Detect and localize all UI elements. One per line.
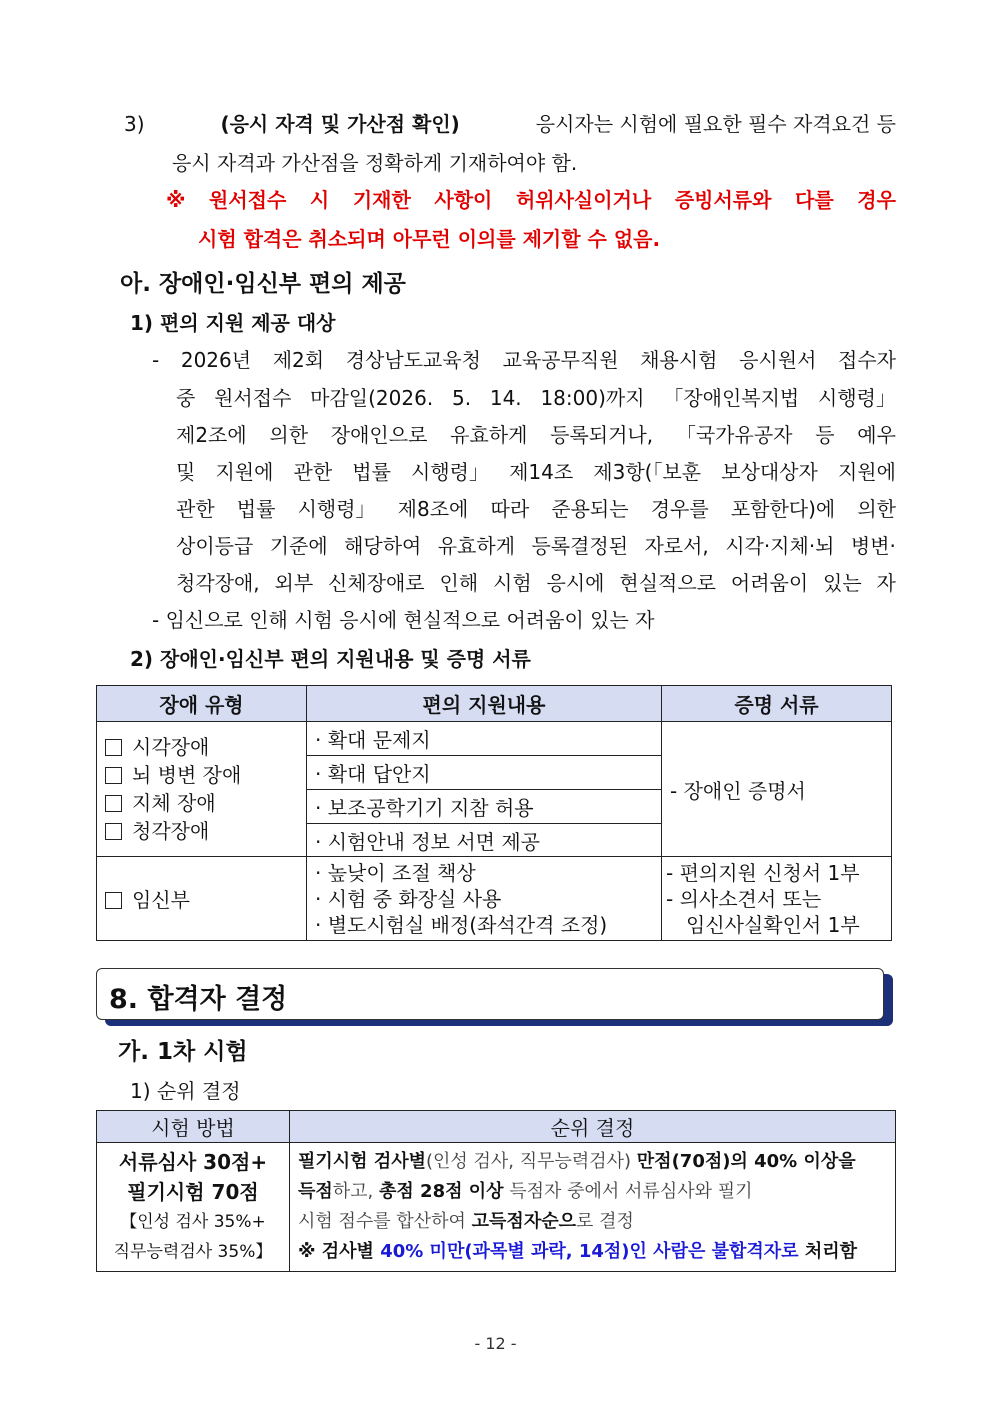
rank-line-1: 필기시험 검사별(인성 검사, 직무능력검사) 만점(70점)의 40% 이상을 (298, 1151, 856, 1172)
method-line: 직무능력검사 35%】 (113, 1242, 273, 1262)
support-item: · 시험안내 정보 서면 제공 (307, 824, 662, 857)
bullet1-line-1: - 2026년 제2회 경상남도교육청 교육공무직원 채용시험 응시원서 접수자 (152, 348, 896, 372)
method-line: 필기시험 70점 (127, 1180, 259, 1204)
section-8-box (96, 968, 884, 1020)
rank-line-2: 득점하고, 총점 28점 이상 득점자 중에서 서류심사와 필기 (298, 1181, 753, 1202)
bullet1-line-6: 상이등급 기준에 해당하여 유효하게 등록결정된 자로서, 시각·지체·뇌 병변· (176, 534, 896, 558)
warning-line2: 시험 합격은 취소되며 아무런 이의를 제기할 수 없음. (198, 227, 661, 251)
doc-item: - 편의지원 신청서 1부 (666, 860, 860, 885)
header-disability-type: 장애 유형 (97, 686, 307, 722)
pregnant-support-cell (307, 857, 662, 941)
section-3-line1 (124, 110, 896, 138)
section-3-line1-text: 응시자는 시험에 필요한 필수 자격요건 등 (535, 112, 896, 136)
support-item: · 확대 답안지 (307, 756, 662, 790)
disability-docs: - 장애인 증명서 (662, 722, 892, 857)
bullet1-line-4: 및 지원에 관한 법률 시행령」 제14조 제3항(「보훈 보상대상자 지원에 (176, 460, 896, 484)
disability-type-item: 지체 장애 (105, 789, 298, 817)
disability-type-item: 시각장애 (105, 733, 298, 761)
rank-line-3: 시험 점수를 합산하여 고득점자순으로 결정 (298, 1211, 634, 1232)
header-docs: 증명 서류 (662, 686, 892, 722)
support-item: · 높낮이 조절 책상 (315, 860, 476, 885)
section-a-sub1-title: 1) 편의 지원 제공 대상 (130, 311, 336, 335)
section-a-title: 아. 장애인·임신부 편의 제공 (120, 271, 406, 297)
doc-item: - 의사소견서 또는 (666, 886, 822, 911)
bullet1-line-3: 제2조에 의한 장애인으로 유효하게 등록되거나, 「국가유공자 등 예우 (176, 423, 896, 447)
checkbox-icon (105, 795, 122, 812)
support-item: · 보조공학기기 지참 허용 (307, 790, 662, 824)
section-3-line2: 응시 자격과 가산점을 정확하게 기재하여야 함. (172, 151, 578, 175)
bullet1-line-5: 관한 법률 시행령」 제8조에 따라 준용되는 경우를 포함한다)에 의한 (176, 497, 896, 521)
section-8-title: 8. 합격자 결정 (109, 984, 288, 1015)
rank-cell (290, 1143, 896, 1272)
support-item: · 확대 문제지 (307, 722, 662, 756)
section-3-title: (응시 자격 및 가산점 확인) (220, 112, 460, 136)
disability-type-item: 청각장애 (105, 817, 298, 845)
method-line: 【인성 검사 35%+ (120, 1212, 266, 1232)
pregnant-type-cell: 임신부 (97, 857, 307, 941)
doc-item: 임신사실확인서 1부 (686, 912, 860, 937)
warning-line1: ※ 원서접수 시 기재한 사항이 허위사실이거나 증빙서류와 다를 경우 (166, 188, 896, 212)
accommodation-table (96, 685, 892, 941)
disability-types-cell (97, 722, 307, 857)
bullet1-line-7: 청각장애, 외부 신체장애로 인해 시험 응시에 현실적으로 어려움이 있는 자 (176, 571, 896, 595)
ranking-table (96, 1110, 896, 1272)
section-8-sub1-title: 1) 순위 결정 (130, 1079, 241, 1103)
header-rank: 순위 결정 (290, 1111, 896, 1143)
checkbox-icon (105, 892, 122, 909)
header-method: 시험 방법 (97, 1111, 290, 1143)
checkbox-icon (105, 823, 122, 840)
header-support: 편의 지원내용 (307, 686, 662, 722)
pregnant-docs-cell (662, 857, 892, 941)
section-8-sub-title: 가. 1차 시험 (118, 1039, 248, 1065)
section-a-sub2-title: 2) 장애인·임신부 편의 지원내용 및 증명 서류 (130, 647, 531, 671)
checkbox-icon (105, 767, 122, 784)
bullet2: - 임신으로 인해 시험 응시에 현실적으로 어려움이 있는 자 (152, 608, 655, 632)
method-line: 서류심사 30점+ (118, 1150, 268, 1174)
disability-type-item: 뇌 병변 장애 (105, 761, 298, 789)
method-cell (97, 1143, 290, 1272)
section-3-number: 3) (124, 112, 145, 136)
page-number: - 12 - (474, 1334, 517, 1353)
bullet1-line-2: 중 원서접수 마감일(2026. 5. 14. 18:00)까지 「장애인복지법 시행령」 (176, 386, 896, 410)
checkbox-icon (105, 739, 122, 756)
support-item: · 별도시험실 배정(좌석간격 조정) (315, 912, 608, 937)
support-item: · 시험 중 화장실 사용 (315, 886, 502, 911)
rank-line-4: ※ 검사별 40% 미만(과목별 과락, 14점)인 사람은 불합격자로 처리함 (298, 1241, 857, 1262)
